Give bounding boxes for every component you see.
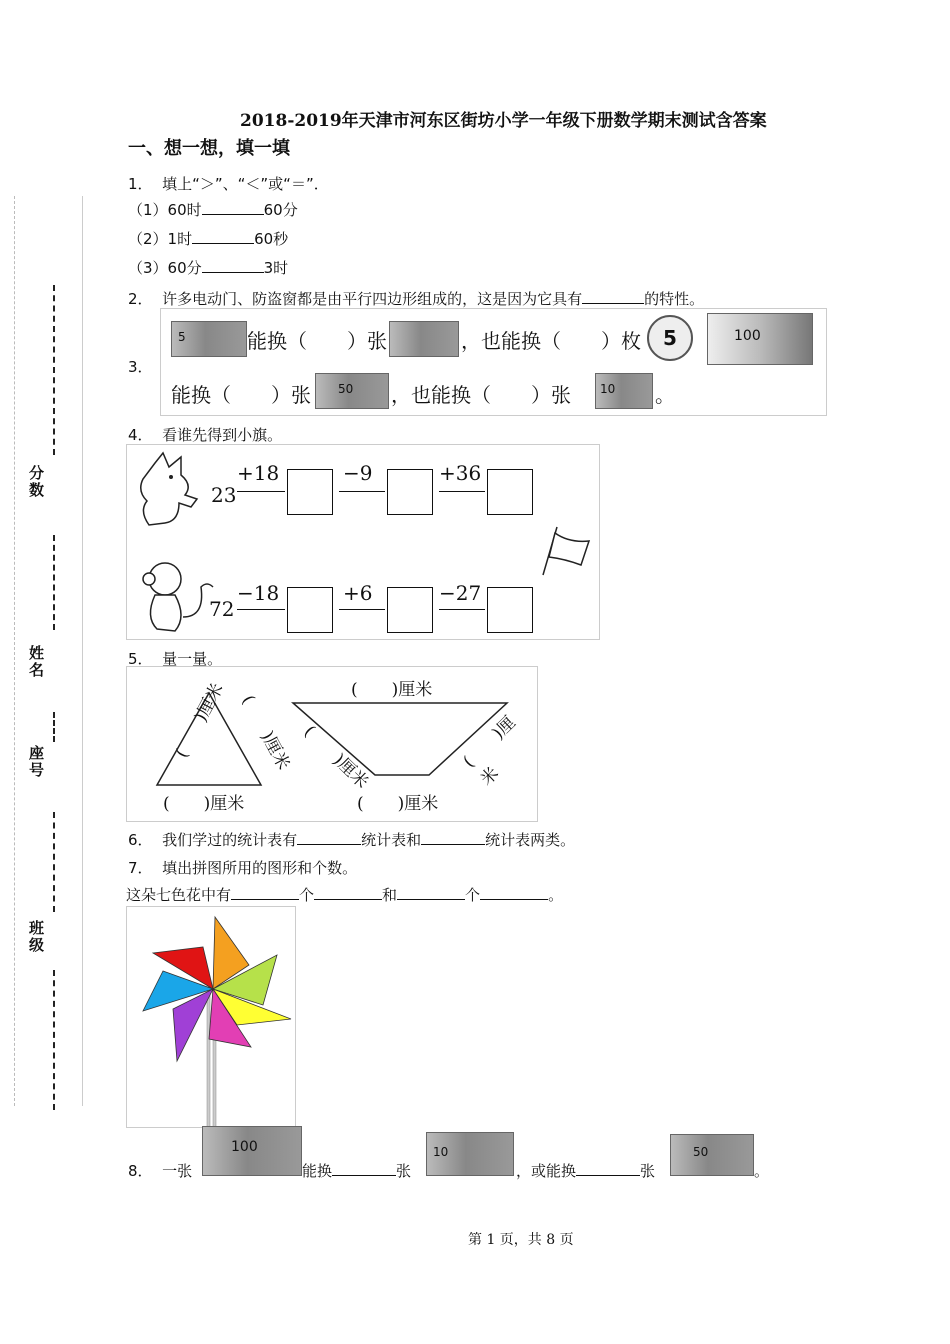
item-label: （2）1时 [128,230,193,248]
fox-start-number: 23 [211,483,237,507]
section-heading: 一、想一想，填一填 [128,138,290,159]
item-end: 60秒 [254,230,289,248]
item-end: 60分 [263,201,298,219]
seven-color-flower-image [127,907,295,1127]
exchange-text: ，也能换（ ）枚 [461,329,641,353]
question-2 [128,288,704,309]
trapezoid-top-label: ( )厘米 [351,680,433,700]
sidebar-label-class: 班级 [27,920,45,954]
question-1 [128,173,329,194]
question-number: 7． [128,859,153,877]
q8-text: ，或能换 张 [516,1162,656,1180]
answer-blank[interactable] [576,1161,640,1176]
exchange-text: ，也能换（ ）张 [391,383,571,407]
question-7 [128,857,357,878]
q7-fill-line: 这朵七色花中有 个 和 个 。 [126,886,564,904]
answer-box[interactable] [287,587,333,633]
page-title: 2018-2019年天津市河东区街坊小学一年级下册数学期末测试含答案 [240,111,767,131]
fifty-yuan-bill-image: 50 [315,373,389,409]
answer-blank[interactable] [231,885,299,900]
page-footer: 第 1 页，共 8 页 [468,1232,574,1248]
arrow-icon [439,491,485,492]
question-text: 量一量。 [162,650,223,668]
question-text: 填出拼图所用的图形和个数。 [162,859,358,877]
question-number: 8． [128,1162,153,1180]
answer-blank[interactable] [582,289,644,304]
sidebar-dashes [53,712,65,742]
answer-blank[interactable] [421,830,485,845]
ten-yuan-bill-image: 10 [595,373,653,409]
fox-op-2: −9 [343,461,373,485]
question-text: 一张 [162,1162,193,1180]
sidebar-dashes [53,812,65,912]
exchange-text: 能换（ ）张 [247,329,387,353]
q1-item-2 [128,228,288,249]
sidebar-label-name: 姓名 [27,645,45,679]
answer-blank[interactable] [202,200,264,215]
hundred-yuan-bill-image: 100 [707,313,813,365]
question-text: 统计表两类。 [485,831,576,849]
one-yuan-bill-image [389,321,459,357]
five-jiao-coin-image: 5 [647,315,693,361]
question-number: 2． [128,290,153,308]
answer-blank[interactable] [314,885,382,900]
period: 。 [754,1162,770,1180]
question-text-end: 的特性。 [644,290,705,308]
answer-blank[interactable] [332,1161,396,1176]
answer-box[interactable] [387,469,433,515]
measurement-figure [126,666,538,822]
answer-box[interactable] [487,469,533,515]
q8-text: 能换 张 [302,1162,412,1180]
monkey-op-2: +6 [343,581,373,605]
ten-yuan-bill-image: 10 [426,1132,514,1176]
arrow-icon [339,609,385,610]
question-number: 6． [128,831,153,849]
hundred-yuan-bill-image: 100 [202,1126,302,1176]
monkey-image [135,557,215,637]
period: 。 [655,383,675,407]
answer-box[interactable] [387,587,433,633]
pinwheel-figure [126,906,296,1128]
item-label: （3）60分 [128,259,202,277]
question-8 [128,1160,192,1181]
q1-item-1 [128,199,298,220]
arrow-icon [439,609,485,610]
monkey-op-1: −18 [237,581,280,605]
sidebar-dashes [53,970,65,1110]
question-text: 许多电动门、防盗窗都是由平行四边形组成的，这是因为它具有 [162,290,583,308]
sidebar-dashes [53,285,65,455]
fifty-yuan-bill-image: 50 [670,1134,754,1176]
q1-item-3 [128,257,288,278]
answer-blank[interactable] [202,258,264,273]
monkey-op-3: −27 [439,581,482,605]
arrow-icon [237,609,285,610]
sidebar-dashes [53,535,65,630]
question-number: 5． [128,650,153,668]
fox-image [135,451,205,531]
triangle-right-label: ( )厘米 [237,692,294,774]
money-exchange-figure [160,308,827,416]
question-text: 统计表和 [361,831,422,849]
five-yuan-bill-image: 5 [171,321,247,357]
arrow-icon [339,491,385,492]
trapezoid-left-label: ( )厘米 [299,721,373,793]
triangle-bottom-label: ( )厘米 [163,794,245,814]
item-label: （1）60时 [128,201,202,219]
question-number: 1． [128,175,153,193]
question-number: 4． [128,426,153,444]
trapezoid-bottom-label: ( )厘米 [357,794,439,814]
race-figure [126,444,600,640]
flag-icon [539,523,593,577]
sidebar-dashed-border [14,196,15,1106]
answer-blank[interactable] [192,229,254,244]
question-6 [128,829,575,850]
question-text: 我们学过的统计表有 [162,831,298,849]
item-end: 3时 [263,259,289,277]
monkey-start-number: 72 [209,597,235,621]
trapezoid-right-label: ( )厘米 [459,712,520,790]
answer-blank[interactable] [480,885,548,900]
exchange-text: 能换（ ）张 [171,383,311,407]
answer-blank[interactable] [397,885,465,900]
sidebar-label-seat: 座号 [27,745,45,779]
sidebar-label-score: 分数 [27,465,45,499]
triangle-left-label: ( )厘米 [171,680,228,762]
question-4 [128,424,282,445]
fox-op-1: +18 [237,461,280,485]
answer-box[interactable] [487,587,533,633]
answer-box[interactable] [287,469,333,515]
sidebar-border [82,196,83,1106]
arrow-icon [237,491,285,492]
fox-op-3: +36 [439,461,482,485]
question-text: 看谁先得到小旗。 [162,426,283,444]
question-3-number: 3． [128,358,153,376]
answer-blank[interactable] [297,830,361,845]
question-text: 填上“＞”、“＜”或“＝”． [162,175,329,193]
